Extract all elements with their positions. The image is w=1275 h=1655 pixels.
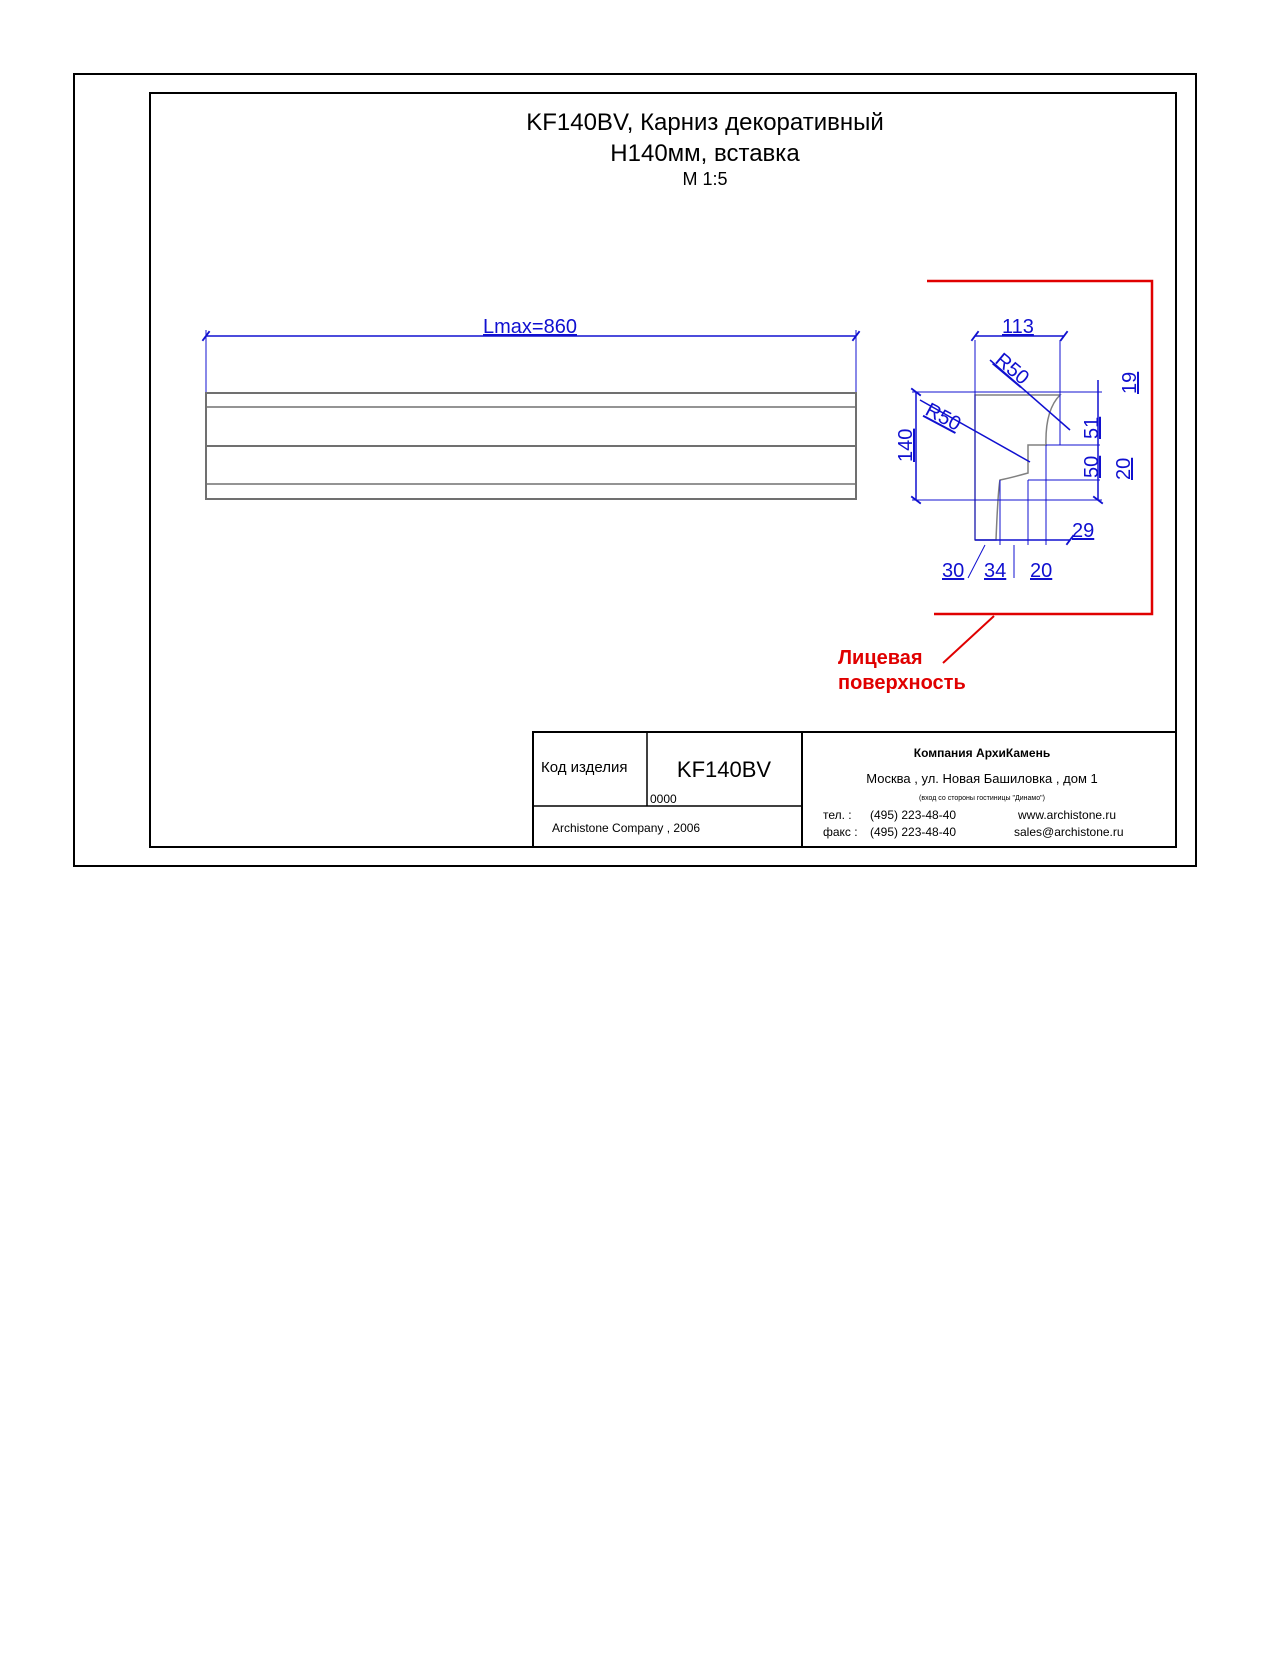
phone-label: тел. : xyxy=(823,808,852,822)
dim-50: 50 xyxy=(1081,455,1103,478)
code-label: Код изделия xyxy=(541,759,628,776)
address-note: (вход со стороны гостиницы "Динамо") xyxy=(919,795,1045,802)
dim-140: 140 xyxy=(895,428,917,462)
dim-113: 113 xyxy=(1002,316,1034,338)
drawing-number: 0000 xyxy=(650,792,677,806)
code-value: KF140BV xyxy=(676,757,772,782)
dim-19: 19 xyxy=(1119,371,1141,394)
face-note-line1: Лицевая xyxy=(838,647,923,669)
dim-20-bottom: 20 xyxy=(1030,560,1053,582)
dim-r50-left: R50 xyxy=(921,398,965,436)
title-block xyxy=(533,732,1176,847)
company-name: Компания АрхиКамень xyxy=(913,746,1051,760)
profile-outline xyxy=(975,395,1060,540)
dim-34: 34 xyxy=(984,560,1007,582)
dim-29: 29 xyxy=(1072,520,1095,542)
inner-frame xyxy=(150,93,1176,847)
dim-30: 30 xyxy=(942,560,965,582)
length-label: Lmax=860 xyxy=(483,316,577,338)
dim-51: 51 xyxy=(1081,416,1103,439)
dim-r50-top: R50 xyxy=(990,348,1034,390)
drawing-title-line1: KF140BV, Карниз декоративный xyxy=(526,109,884,136)
fax-number: (495) 223-48-40 xyxy=(870,825,957,839)
fax-label: факс : xyxy=(823,825,858,839)
drawing-title-line2: H140мм, вставка xyxy=(610,140,800,167)
face-note-line2: поверхность xyxy=(838,672,966,694)
phone-number: (495) 223-48-40 xyxy=(870,808,957,822)
dim-20-right: 20 xyxy=(1113,457,1135,480)
copyright: Archistone Company , 2006 xyxy=(552,821,701,835)
email-link[interactable]: sales@archistone.ru xyxy=(1014,825,1124,839)
drawing-scale: M 1:5 xyxy=(682,169,728,189)
section-view xyxy=(895,316,1141,582)
company-address: Москва , ул. Новая Башиловка , дом 1 xyxy=(866,771,1098,786)
website-link[interactable]: www.archistone.ru xyxy=(1018,808,1117,822)
front-view xyxy=(206,316,856,500)
face-leader xyxy=(943,616,994,663)
